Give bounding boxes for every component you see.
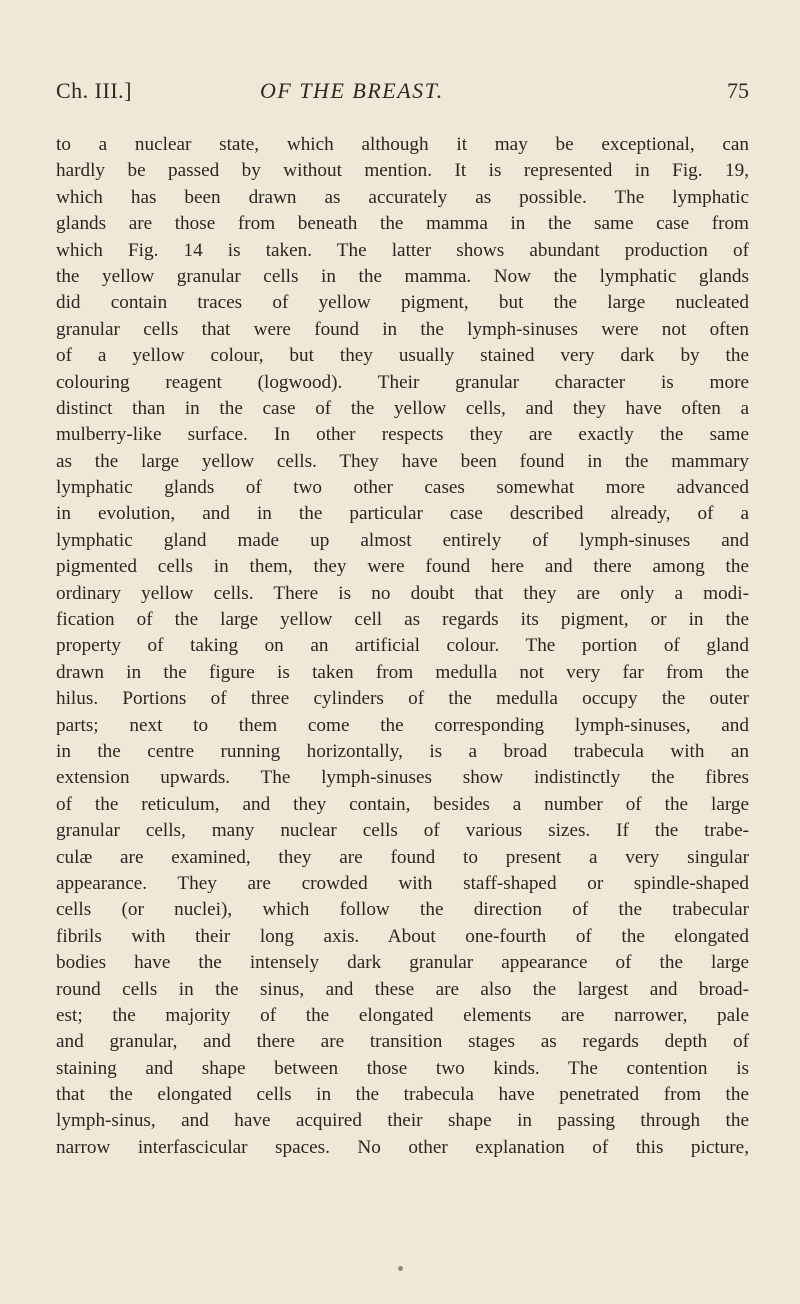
running-head <box>56 78 749 112</box>
page-number: 75 <box>727 78 749 103</box>
text-line: staining and shape between those two kinds. The contention is <box>56 1057 749 1079</box>
text-line: glands are those from beneath the mamma in the same case from <box>56 213 749 235</box>
text-line: in the centre running horizontally, is a broad trabecula with an <box>56 740 749 762</box>
running-title: OF THE BREAST. <box>260 78 444 103</box>
text-line: distinct than in the case of the yellow cells, and they have often a <box>56 397 749 419</box>
text-line: which has been drawn as accurately as possible. The lymphatic <box>56 186 749 208</box>
text-line: property of taking on an artificial colour. The portion of gland <box>56 635 749 657</box>
text-line: culæ are examined, they are found to present a very singular <box>56 846 749 868</box>
text-line: round cells in the sinus, and these are also the largest and broad- <box>56 978 749 1000</box>
text-line: of the reticulum, and they contain, besides a number of the large <box>56 793 749 815</box>
text-line: granular cells, many nuclear cells of various sizes. If the trabe- <box>56 820 749 842</box>
signature-mark-dot <box>398 1266 403 1271</box>
text-line: pigmented cells in them, they were found here and there among the <box>56 556 749 578</box>
text-line: appearance. They are crowded with staff-shaped or spindle-shaped <box>56 872 749 894</box>
text-line: est; the majority of the elongated elements are narrower, pale <box>56 1004 749 1026</box>
text-line: parts; next to them come the corresponding lymph-sinuses, and <box>56 714 749 736</box>
text-line: that the elongated cells in the trabecula have penetrated from the <box>56 1084 749 1106</box>
text-line: to a nuclear state, which although it may be exceptional, can <box>56 134 749 155</box>
text-line: did contain traces of yellow pigment, but the large nucleated <box>56 292 749 314</box>
text-line: mulberry-like surface. In other respects they are exactly the same <box>56 424 749 446</box>
text-line: and granular, and there are transition stages as regards depth of <box>56 1031 749 1053</box>
text-line: fibrils with their long axis. About one-fourth of the elongated <box>56 925 749 947</box>
body-paragraph <box>56 132 749 1161</box>
text-line: extension upwards. The lymph-sinuses show indistinctly the fibres <box>56 767 749 789</box>
text-line: drawn in the figure is taken from medulla not very far from the <box>56 661 749 683</box>
text-line: hardly be passed by without mention. It is represented in Fig. 19, <box>56 160 749 182</box>
text-line: as the large yellow cells. They have been found in the mammary <box>56 450 749 472</box>
text-line: the yellow granular cells in the mamma. Now the lymphatic glands <box>56 265 749 287</box>
text-line: lymph-sinus, and have acquired their shape in passing through the <box>56 1110 749 1132</box>
text-line: narrow interfascicular spaces. No other explanation of this picture, <box>56 1136 749 1158</box>
text-line: which Fig. 14 is taken. The latter shows abundant production of <box>56 239 749 261</box>
text-line: bodies have the intensely dark granular appearance of the large <box>56 952 749 974</box>
text-line: of a yellow colour, but they usually stained very dark by the <box>56 345 749 367</box>
text-line: fication of the large yellow cell as regards its pigment, or in the <box>56 609 749 631</box>
text-line: colouring reagent (logwood). Their granular character is more <box>56 371 749 393</box>
text-line: hilus. Portions of three cylinders of the medulla occupy the outer <box>56 688 749 710</box>
text-line: granular cells that were found in the lymph-sinuses were not often <box>56 318 749 340</box>
text-line: lymphatic glands of two other cases somewhat more advanced <box>56 477 749 499</box>
text-line: ordinary yellow cells. There is no doubt that they are only a modi- <box>56 582 749 604</box>
text-line: lymphatic gland made up almost entirely of lymph-sinuses and <box>56 529 749 551</box>
book-page <box>56 78 749 1161</box>
text-line: in evolution, and in the particular case described already, of a <box>56 503 749 525</box>
chapter-label: Ch. III.] <box>56 78 132 103</box>
text-line: cells (or nuclei), which follow the direction of the trabecular <box>56 899 749 921</box>
